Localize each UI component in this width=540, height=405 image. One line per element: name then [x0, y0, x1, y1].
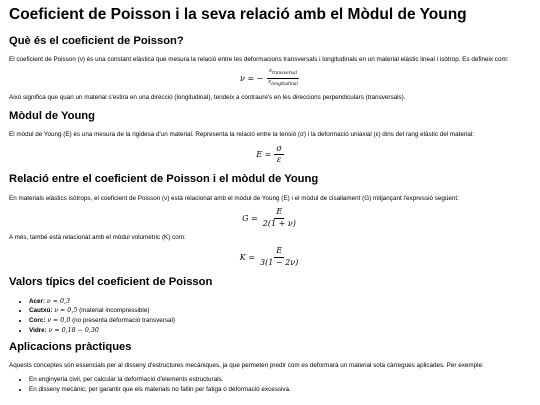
list-item — [29, 306, 531, 316]
section-heading-poisson: Què és el coeficient de Poisson? — [9, 34, 184, 47]
equation-shear-modulus — [9, 208, 531, 229]
equation-poisson — [9, 69, 531, 88]
material-note: (no presenta deformació transversal) — [72, 317, 175, 324]
denominator: ε — [276, 155, 282, 165]
typical-values-list — [9, 297, 531, 336]
equation-fraction — [266, 69, 300, 88]
list-item — [29, 297, 531, 307]
section-heading-young: Mòdul de Young — [9, 110, 95, 123]
list-item — [29, 326, 531, 336]
section-heading-applications: Aplicacions pràctiques — [9, 340, 132, 353]
material-value: ν ≈ 0,0 — [47, 317, 71, 324]
material-name: Vidre: — [29, 326, 47, 334]
material-note: (material incompressible) — [79, 307, 150, 315]
denominator: ε — [268, 79, 272, 86]
paragraph-relation: En materials elàstics isòtrops, el coeficient de Poisson (ν) està relacionat amb el mòdul de Young (E) i el mòdul de cisallament (G) mitjançant l'expressió següent: — [9, 194, 459, 202]
section-heading-relation: Relació entre el coeficient de Poisson i el mòdul de Young — [9, 173, 319, 186]
material-name: Acer: — [29, 297, 46, 305]
material-value: ν = 0,18 − 0,30 — [48, 326, 99, 334]
material-value: ν ≈ 0,3 — [46, 297, 70, 305]
denominator: 3(1 − 2ν) — [260, 258, 299, 268]
paragraph-bulk-intro: A més, també està relacionat amb el mòdul volumètric (K) com: — [9, 234, 186, 242]
numerator: ε — [269, 68, 273, 75]
equation-fraction — [274, 145, 283, 166]
paragraph-young: El mòdul de Young (E) és una mesura de la rigidesa d'un material. Representa la relació entre la tensió (σ) i la deformació uniaxial (ε) dins del rang elàstic del material: — [9, 131, 475, 139]
material-value: ν ≈ 0,5 — [54, 307, 78, 315]
equation-bulk-modulus — [9, 247, 531, 268]
numerator: E — [274, 247, 284, 258]
equation-young — [9, 145, 531, 166]
list-item: • En enginyeria civil, per calcular la deformació d'elements estructurals. — [29, 375, 531, 385]
denominator: 2(1 + ν) — [262, 218, 296, 228]
applications-list — [9, 375, 531, 395]
numerator: E — [274, 208, 284, 219]
section-heading-values: Valors típics del coeficient de Poisson — [9, 276, 213, 289]
page-title: Coeficient de Poisson i la seva relació amb el Mòdul de Young — [9, 6, 467, 23]
equation-fraction — [261, 208, 298, 229]
equation-fraction — [258, 247, 300, 268]
paragraph-applications: Aquests conceptes són essencials per al disseny d'estructures mecàniques, ja que permeten predir com es deformarà un material sota càrregues aplicades. Per exemple: — [9, 361, 484, 369]
list-item — [29, 316, 531, 326]
equation-lhs: E = — [256, 150, 272, 160]
equation-lhs: ν = − — [240, 74, 264, 84]
equation-lhs: G = — [242, 213, 258, 223]
denominator-subscript: longitudinal — [271, 82, 298, 88]
list-item: • En disseny mecànic, per garantir que els materials no fallin per fatiga o deformació excessiva. — [29, 385, 531, 395]
paragraph-poisson-meaning: Això significa que quan un material s'estira en una direcció (longitudinal), tendeix a contraure's en les direccions perpendiculars (transversals). — [9, 93, 406, 101]
material-name: Cautxú: — [29, 307, 53, 315]
paragraph-poisson-definition: El coeficient de Poisson (ν) és una constant elàstica que mesura la relació entre les deformacions transversals i longitudinals en un material elàstic lineal i isòtrop. Es defineix com: — [9, 56, 509, 64]
equation-lhs: K = — [239, 253, 256, 263]
numerator-subscript: transversal — [272, 71, 298, 77]
material-name: Corc: — [29, 317, 46, 324]
numerator: σ — [274, 145, 283, 156]
